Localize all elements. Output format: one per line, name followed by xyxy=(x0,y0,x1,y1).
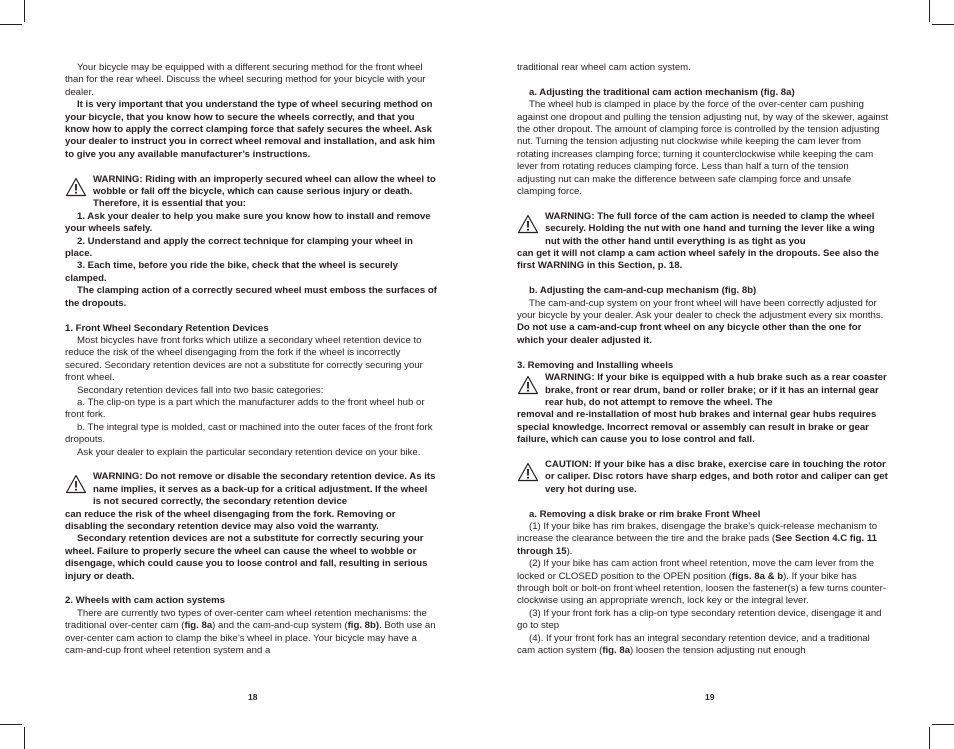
paragraph-spacer xyxy=(65,161,437,173)
body-paragraph xyxy=(65,335,437,385)
bold-text: 1. Ask your dealer to help you make sure you know how to install and remove your wheels safely. xyxy=(65,210,431,235)
warning-block xyxy=(517,372,889,446)
paragraph-spacer xyxy=(65,310,437,322)
body-text: ). If your bike has through bolt or bolt-on front wheel retention, loosen the fastener(s) a few turns counter-clockwise using an appropriate wrench, lock key or the integral lever. xyxy=(517,570,887,607)
body-text: Your bicycle may be equipped with a different securing method for the front wheel than for the rear wheel. Discuss the wheel securing method for your bicycle with your dealer. xyxy=(65,62,426,98)
crop-mark xyxy=(932,24,954,25)
bold-text: figs. 8a & b xyxy=(731,570,784,582)
subsection-heading: a. Removing a disk brake or rim brake Front Wheel xyxy=(529,508,761,520)
body-text: a. The clip-on type is a part which the manufacturer adds to the front wheel hub or front fork. xyxy=(65,396,425,421)
warning-text-continued xyxy=(517,248,889,273)
bold-text: 3. Each time, before you ride the bike, check that the wheel is securely clamped. xyxy=(65,260,398,284)
warning-text-continued xyxy=(517,409,889,446)
warning-text xyxy=(517,459,889,496)
body-text: ) and the cam-and-cup system ( xyxy=(212,620,348,632)
section-heading: 3. Removing and Installing wheels xyxy=(517,359,674,371)
body-text: (3) If your front fork has a clip-on type secondary retention device, disengage it and go to step xyxy=(517,607,882,632)
bold-text: can reduce the risk of the wheel disengaging from the fork. Removing or disabling the secondary retention device may also void the warranty. xyxy=(65,508,396,532)
bold-text: Secondary retention devices are not a substitute for correctly securing your wheel. Failure to properly secure the wheel can cause the wheel to wobble or disengage, which could cause you to loose control and fall, resulting in serious injury or death. xyxy=(65,533,428,582)
body-paragraph xyxy=(517,62,889,74)
crop-mark xyxy=(24,727,25,749)
crop-mark xyxy=(929,0,930,22)
subsection-heading: b. Adjusting the cam-and-cup mechanism (fig. 8b) xyxy=(529,285,757,297)
paragraph-spacer xyxy=(517,198,889,210)
body-paragraph xyxy=(517,633,889,658)
crop-mark xyxy=(0,24,22,25)
bold-text: removal and re-installation of most hub brakes and internal gear hubs requires special knowledge. Incorrect removal or assembly can result in brake or gear failure, which can cause you to lose control and fall. xyxy=(517,409,877,446)
warning-triangle-icon xyxy=(65,177,87,197)
warning-triangle-icon xyxy=(517,462,539,482)
section-heading: 1. Front Wheel Secondary Retention Devices xyxy=(65,322,269,334)
body-text: ). xyxy=(566,545,573,557)
warning-triangle-icon xyxy=(517,375,539,395)
warning-text-continued xyxy=(65,509,437,534)
warning-text xyxy=(517,372,889,409)
body-paragraph xyxy=(517,608,889,633)
bold-text: See Section 4.C fig. 11 through 15 xyxy=(517,533,877,557)
body-paragraph xyxy=(517,298,889,348)
section-heading: 2. Wheels with cam action systems xyxy=(65,595,225,607)
left-page-column xyxy=(65,62,437,657)
body-text: (4). If your front fork has an integral secondary retention device, and a traditional cam action system ( xyxy=(517,632,870,656)
body-paragraph xyxy=(65,533,437,583)
bold-text: It is very important that you understand the type of wheel securing method on your bicycle, that you know how to secure the wheels correctly, and that you know how to apply the correct clamping force that safely secures the wheel. Ask your dealer to instruct you in correct wheel removal and installation, and ask him to give you any available manufacturer’s instructions. xyxy=(65,99,435,160)
crop-mark xyxy=(929,727,930,749)
bold-text: fig. 8a xyxy=(602,645,631,656)
body-text: Ask your dealer to explain the particular secondary retention device on your bike. xyxy=(77,446,421,458)
body-text: Most bicycles have front forks which utilize a secondary wheel retention device to reduce the risk of the wheel disengaging from the fork if the wheel is incorrectly secured. Secondary retention devices are not a substitute for correctly securing your front wheel. xyxy=(65,334,423,384)
bold-text: fig. 8b) xyxy=(347,620,380,632)
page-number-left: 18 xyxy=(248,692,258,702)
page-number-right: 19 xyxy=(705,692,715,702)
paragraph-spacer xyxy=(517,74,889,86)
body-paragraph xyxy=(65,447,437,459)
bold-text: WARNING: Do not remove or disable the secondary retention device. As its name implies, it serves as a back-up for a critical adjustment. If the wheel is not secured correctly, the secondary retention device xyxy=(93,471,436,508)
crop-mark xyxy=(24,0,25,22)
warning-block xyxy=(517,459,889,496)
body-text: . Both use an over-center cam action to clamp the bike’s wheel in place. Your bicycle may have a cam-and-cup front wheel retention system and a xyxy=(65,620,436,657)
warning-triangle-icon xyxy=(517,214,539,234)
bold-text: WARNING: Riding with an improperly secured wheel can allow the wheel to wobble or fall off the bicycle, which can cause serious injury or death. Therefore, it is essential that you: xyxy=(93,173,436,210)
right-page-column xyxy=(517,62,889,657)
body-paragraph xyxy=(65,422,437,447)
bold-text: WARNING: If your bike is equipped with a hub brake such as a rear coaster brake, front or rear drum, band or roller brake; or if it has an internal gear rear hub, do not attempt to remove the wheel. The xyxy=(545,372,887,408)
warning-block xyxy=(65,471,437,533)
bold-text: The clamping action of a correctly secured wheel must emboss the surfaces of the dropouts. xyxy=(65,285,437,309)
paragraph-spacer xyxy=(517,496,889,508)
warning-block xyxy=(517,211,889,273)
crop-mark xyxy=(932,724,954,725)
body-paragraph xyxy=(65,397,437,422)
paragraph-spacer xyxy=(65,459,437,471)
body-paragraph xyxy=(65,99,437,161)
body-text: (2) If your bike has cam action front wheel retention, move the cam lever from the locked or CLOSED position to the OPEN position ( xyxy=(517,558,874,582)
crop-mark xyxy=(0,724,22,725)
body-text: traditional rear wheel cam action system. xyxy=(517,62,691,73)
body-text: There are currently two types of over-center cam wheel retention mechanisms: the traditional over-center cam ( xyxy=(65,607,427,632)
body-text: ) loosen the tension adjusting nut enough xyxy=(630,645,806,656)
warning-block xyxy=(65,174,437,211)
body-paragraph xyxy=(65,211,437,236)
subsection-heading: a. Adjusting the traditional cam action mechanism (fig. 8a) xyxy=(529,86,795,98)
bold-text: can get it will not clamp a cam action wheel safely in the dropouts. See also the first WARNING in this Section, p. 18. xyxy=(517,248,879,272)
warning-triangle-icon xyxy=(65,474,87,494)
paragraph-spacer xyxy=(517,447,889,459)
bold-text: CAUTION: If your bike has a disc brake, exercise care in touching the rotor or caliper. Disc rotors have sharp edges, and both rotor and caliper can get very hot during use. xyxy=(545,458,888,495)
body-paragraph xyxy=(517,521,889,558)
body-paragraph xyxy=(65,608,437,658)
body-paragraph xyxy=(65,62,437,99)
body-text: (1) If your bike has rim brakes, disengage the brake’s quick-release mechanism to increase the clearance between the tire and the brake pads ( xyxy=(517,520,878,545)
bold-text: 2. Understand and apply the correct technique for clamping your wheel in place. xyxy=(65,235,413,260)
warning-text xyxy=(65,174,437,211)
paragraph-spacer xyxy=(517,347,889,359)
body-paragraph xyxy=(517,558,889,608)
bold-text: WARNING: The full force of the cam action is needed to clamp the wheel securely. Holding the nut with one hand and turning the lever like a wing nut with the other hand until everything is as tight as you xyxy=(545,210,875,247)
body-paragraph xyxy=(65,260,437,285)
body-text: Secondary retention devices fall into two basic categories: xyxy=(77,384,324,396)
body-paragraph xyxy=(65,285,437,310)
paragraph-spacer xyxy=(517,273,889,285)
body-paragraph xyxy=(65,236,437,261)
bold-text: fig. 8a xyxy=(184,620,213,632)
body-paragraph xyxy=(517,99,889,198)
paragraph-spacer xyxy=(65,583,437,595)
body-paragraph xyxy=(65,385,437,397)
body-text: The cam-and-cup system on your front wheel will have been correctly adjusted for your bicycle by your dealer. Ask your dealer to check the adjustment every six months. xyxy=(517,297,884,322)
warning-text xyxy=(65,471,437,508)
warning-text xyxy=(517,211,889,248)
body-text: b. The integral type is molded, cast or machined into the outer faces of the front fork dropouts. xyxy=(65,421,433,446)
bold-text: Do not use a cam-and-cup front wheel on any bicycle other than the one for which your dealer adjusted it. xyxy=(517,322,862,346)
body-text: The wheel hub is clamped in place by the force of the over-center cam pushing against one dropout and pulling the tension adjusting nut, by way of the skewer, against the other dropout. The amount of clamping force is controlled by the tension adjusting nut. Turning the tension adjusting nut clockwise while keeping the cam lever from rotating increases clamping force; turning it counterclockwise while keeping the cam lever from rotating reduces clamping force. Less than half a turn of the tension adjusting nut can make the difference between safe clamping force and unsafe clamping force. xyxy=(517,99,889,198)
